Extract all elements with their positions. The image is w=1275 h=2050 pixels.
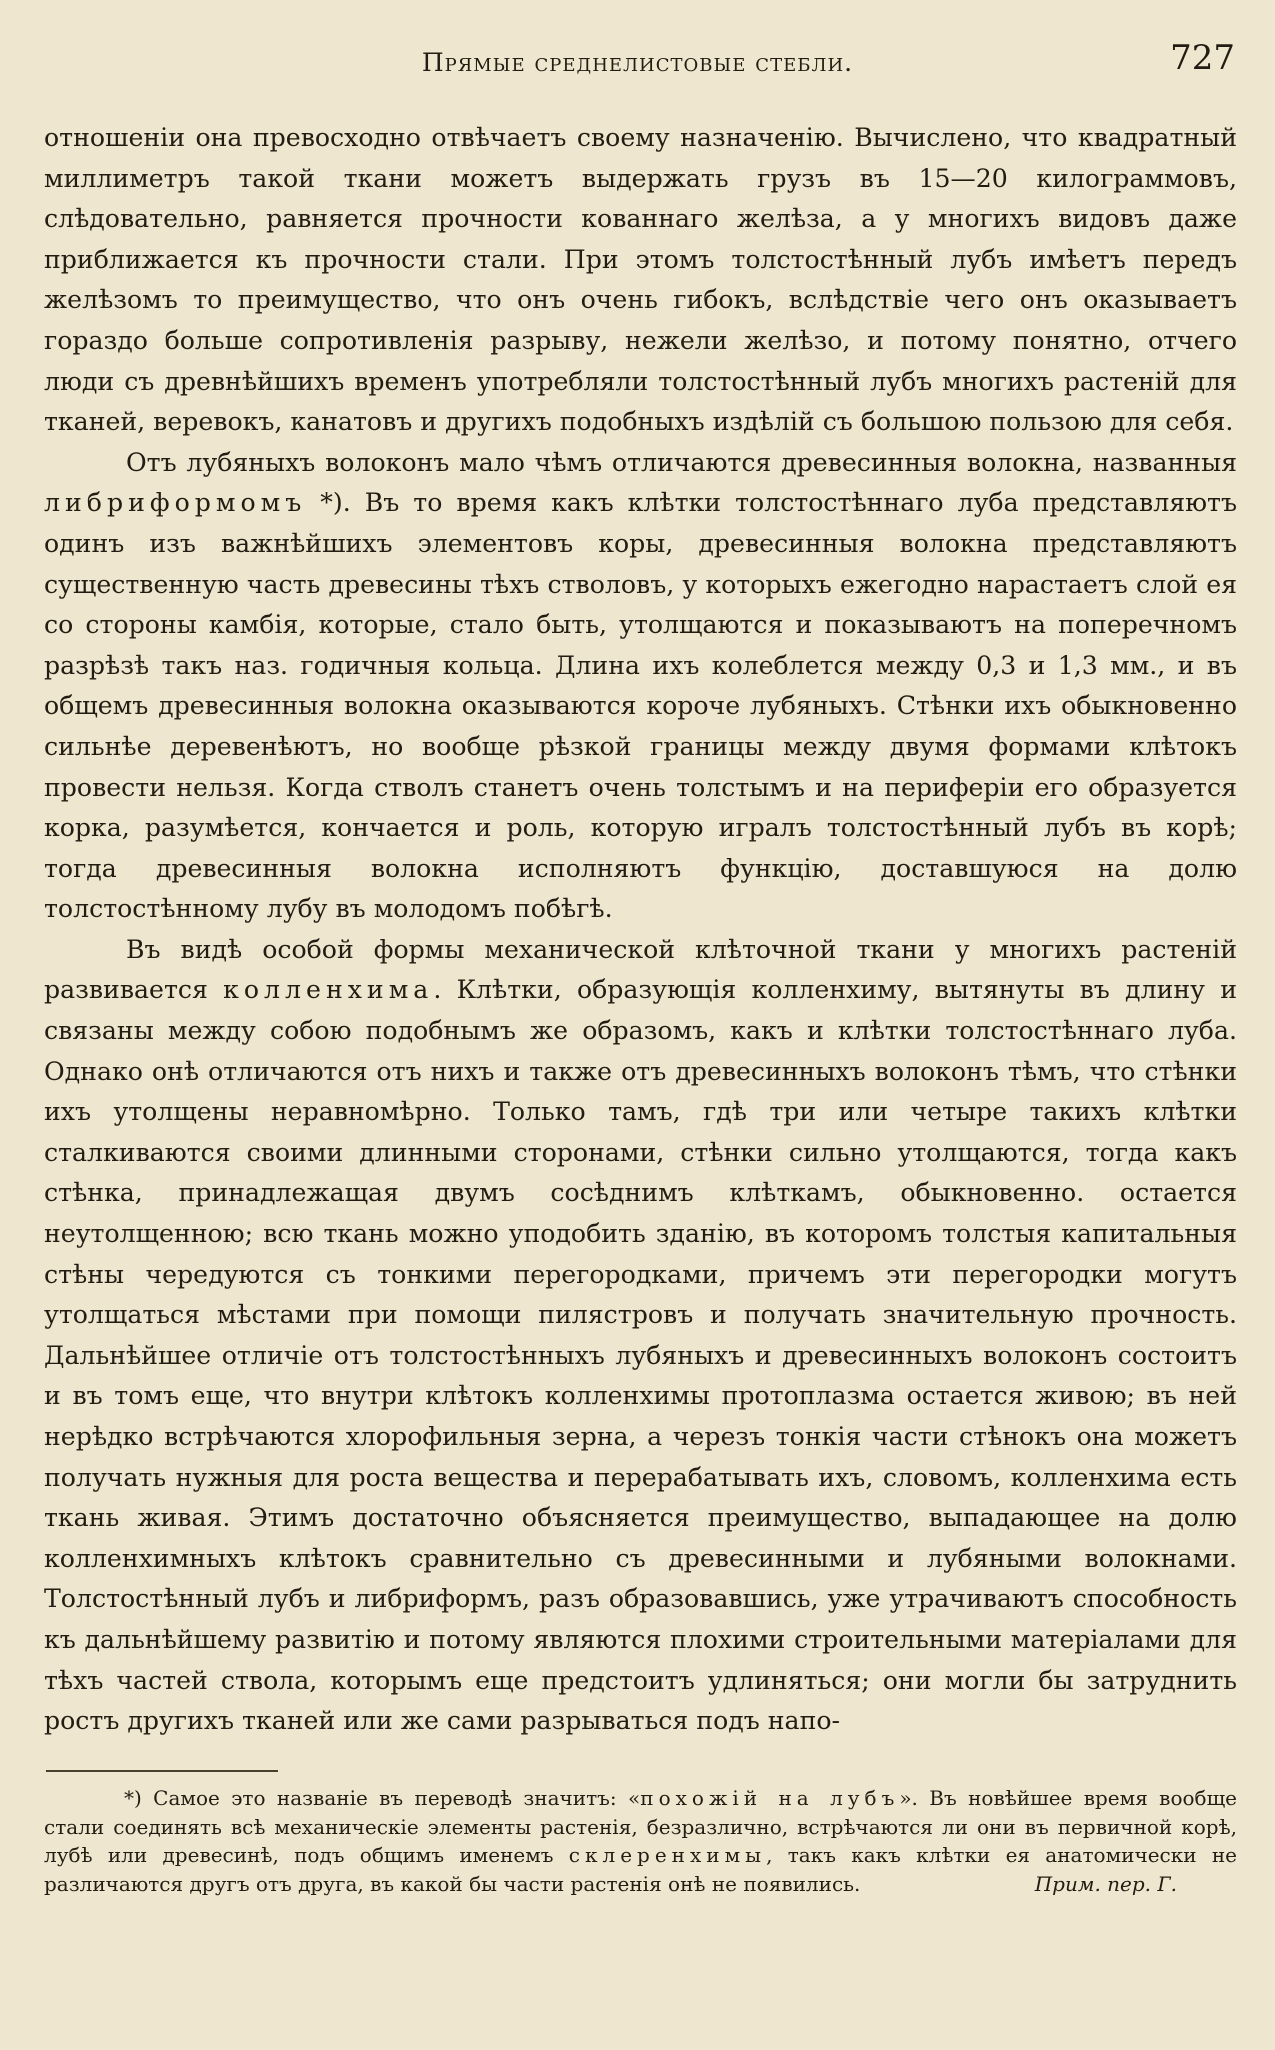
page-number: 727 — [1170, 38, 1235, 78]
body-text — [44, 118, 1237, 1742]
term-libriform: либриформомъ — [44, 488, 307, 518]
paragraph-2-text-a: Отъ лубяныхъ волоконъ мало чѣмъ отличаются древесинныя волокна, названныя — [126, 447, 1237, 477]
paragraph-2 — [44, 443, 1237, 930]
running-title: Прямые среднелистовые стебли. — [421, 48, 854, 77]
footnote-term-2: склеренхимы — [568, 1843, 767, 1867]
term-collenchyma: колленхима — [223, 975, 434, 1005]
footnote-text-c: , такъ какъ клѣтки ея анатомически не различаются другъ отъ друга, въ какой бы части растенія онѣ не появились. — [44, 1843, 1238, 1896]
footnote-text-a: *) Самое это названіе въ переводѣ значитъ: « — [124, 1786, 641, 1810]
paragraph-3 — [44, 930, 1237, 1742]
footnote-rule — [46, 1770, 278, 1772]
footnote-area — [44, 1770, 1237, 1898]
page-header — [40, 32, 1235, 92]
footnote-signoff: Прим. пер. Г. — [1034, 1871, 1177, 1896]
paragraph-1: отношеніи она превосходно отвѣчаетъ своему назначенію. Вычислено, что квадратный миллиметръ такой ткани можетъ выдержать грузъ въ 15—20 килограммовъ, слѣдовательно, равняется прочности кованнаго желѣза, а у многихъ видовъ даже приближается къ прочности стали. При этомъ толстостѣнный лубъ имѣетъ передъ желѣзомъ то преимущество, что онъ очень гибокъ, вслѣдствіе чего онъ оказываетъ гораздо больше сопротивленія разрыву, нежели желѣзо, и потому понятно, отчего люди съ древнѣйшихъ временъ употребляли толстостѣнный лубъ многихъ растеній для тканей, веревокъ, канатовъ и другихъ подобныхъ издѣлій съ большою пользою для себя. — [44, 123, 1237, 437]
footnote-text-b: ». Въ новѣйшее время вообще стали соединять всѣ механическіе элементы растенія, безразлично, встрѣчаются ли они въ первичной корѣ, лубѣ или древесинѣ, подъ общимъ именемъ — [44, 1786, 1237, 1867]
paragraph-2-text-b: *). Въ то время какъ клѣтки толстостѣннаго луба представляютъ одинъ изъ важнѣйшихъ элементовъ коры, древесинныя волокна представляютъ существенную часть древесины тѣхъ стволовъ, у которыхъ ежегодно нарастаетъ слой ея со стороны камбія, которые, стало быть, утолщаются и показываютъ на поперечномъ разрѣзѣ такъ наз. годичныя кольца. Длина ихъ колеблется между 0,3 и 1,3 мм., и въ общемъ древесинныя волокна оказываются короче лубяныхъ. Стѣнки ихъ обыкновенно сильнѣе деревенѣютъ, но вообще рѣзкой границы между двумя формами клѣтокъ провести нельзя. Когда стволъ станетъ очень толстымъ и на периферіи его образуется корка, разумѣется, кончается и роль, которую игралъ толстостѣнный лубъ въ корѣ; тогда древесинныя волокна исполняютъ функцію, доставшуюся на долю толстостѣнному лубу въ молодомъ побѣгѣ. — [44, 488, 1237, 924]
paragraph-3-text-a: Въ видѣ особой формы механической клѣточной ткани у многихъ растеній развивается — [44, 934, 1237, 1005]
footnote — [44, 1784, 1237, 1898]
paragraph-3-text-b: . Клѣтки, образующія колленхиму, вытянуты въ длину и связаны между собою подобнымъ же образомъ, какъ и клѣтки толстостѣннаго луба. Однако онѣ отличаются отъ нихъ и также отъ древесинныхъ волоконъ тѣмъ, что стѣнки ихъ утолщены неравномѣрно. Только тамъ, гдѣ три или четыре такихъ клѣтки сталкиваются своими длинными сторонами, стѣнки сильно утолщаются, тогда какъ стѣнка, принадлежащая двумъ сосѣднимъ клѣткамъ, обыкновенно. остается неутолщенною; всю ткань можно уподобить зданію, въ которомъ толстыя капитальныя стѣны чередуются съ тонкими перегородками, причемъ эти перегородки могутъ утолщаться мѣстами при помощи пилястровъ и получать значительную прочность. Дальнѣйшее отличіе отъ толстостѣнныхъ лубяныхъ и древесинныхъ волоконъ состоитъ и въ томъ еще, что внутри клѣтокъ колленхимы протоплазма остается живою; въ ней нерѣдко встрѣчаются хлорофильныя зерна, а черезъ тонкія части стѣнокъ она можетъ получать нужныя для роста вещества и перерабатывать ихъ, словомъ, колленхима есть ткань живая. Этимъ достаточно объясняется преимущество, выпадающее на долю колленхимныхъ клѣтокъ сравнительно съ древесинными и лубяными волокнами. Толстостѣнный лубъ и либриформъ, разъ образовавшись, уже утрачиваютъ способность къ дальнѣйшему развитію и потому являются плохими строительными матеріалами для тѣхъ частей ствола, которымъ еще предстоитъ удлиняться; они могли бы затруднить ростъ другихъ тканей или же сами разрываться подъ напо- — [44, 975, 1237, 1736]
footnote-term-1: похожій на лубъ — [640, 1786, 900, 1810]
